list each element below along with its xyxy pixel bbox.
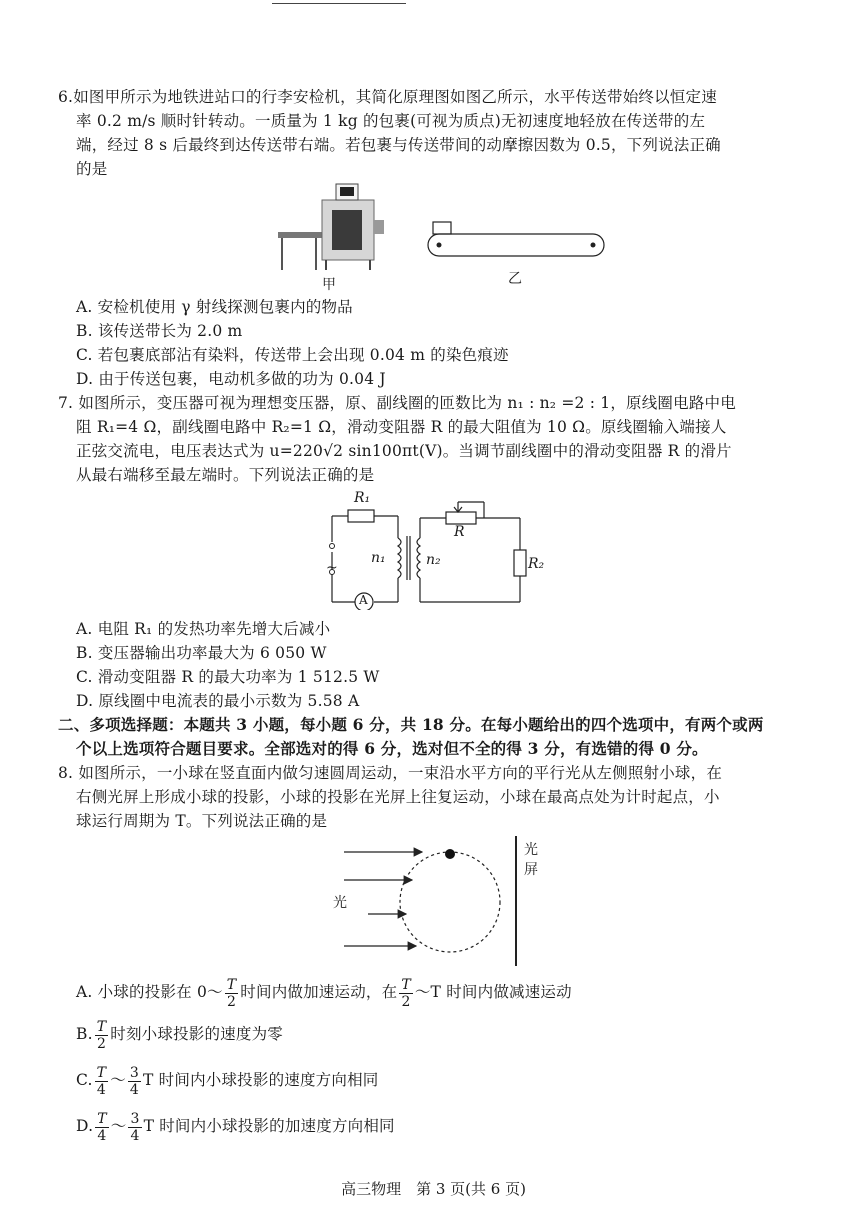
q6-line-1: 6.如图甲所示为地铁进站口的行李安检机，其简化原理图如图乙所示，水平传送带始终以恒定速 — [58, 88, 717, 106]
q7-option-d: D. 原线圈中电流表的最小示数为 5.58 A — [76, 692, 360, 710]
label-ac: ~ — [326, 560, 338, 576]
q8-line-2: 右侧光屏上形成小球的投影，小球的投影在光屏上往复运动，小球在最高点处为计时起点，小 — [76, 788, 720, 806]
q8-option-c-pre: C. — [76, 1071, 93, 1089]
transformer-circuit — [318, 490, 553, 610]
section-2-line-2: 个以上选项符合题目要求。全部选对的得 6 分，选对但不全的得 3 分，有选错的得 0 分。 — [76, 739, 708, 758]
label-r: R — [454, 524, 465, 540]
q8-option-b-pre: B. — [76, 1025, 93, 1043]
q8-option-b — [76, 1016, 283, 1052]
q6-line-3: 端，经过 8 s 后最终到达传送带右端。若包裹与传送带间的动摩擦因数为 0.5，下列说法正确 — [76, 136, 721, 154]
q8-option-d-post: T 时间内小球投影的加速度方向相同 — [143, 1117, 395, 1135]
label-r1: R₁ — [354, 490, 371, 506]
ball — [445, 849, 455, 859]
q6-line-2: 率 0.2 m/s 顺时针转动。一质量为 1 kg 的包裹(可视为质点)无初速度地轻放在传送带的左 — [76, 112, 706, 130]
q6-option-d: D. 由于传送包裹，电动机多做的功为 0.04 J — [76, 370, 386, 388]
q8-option-a-post: ～T 时间内做减速运动 — [414, 983, 572, 1001]
q8-option-c — [76, 1062, 378, 1098]
resistor-r1 — [348, 510, 374, 522]
label-n1: n₁ — [371, 550, 386, 566]
q7-line-1: 7. 如图所示，变压器可视为理想变压器，原、副线圈的匝数比为 n₁ : n₂ =2 : 1，原线圈电路中电 — [58, 394, 736, 412]
rheostat-r — [446, 512, 476, 524]
label-n2: n₂ — [426, 552, 441, 568]
q6-option-c: C. 若包裹底部沾有染料，传送带上会出现 0.04 m 的染色痕迹 — [76, 346, 509, 364]
q6-option-b: B. 该传送带长为 2.0 m — [76, 322, 243, 340]
fraction-t-over-2: $\frac{T}{2}$ — [401, 976, 411, 1010]
circular-path — [400, 852, 500, 952]
q8-option-b-post: 时刻小球投影的速度为零 — [110, 1025, 283, 1043]
fig-label-jia: 甲 — [322, 277, 336, 293]
q6-option-a: A. 安检机使用 γ 射线探测包裹内的物品 — [76, 298, 353, 316]
fraction-t-over-2: $\frac{T}{2}$ — [96, 1018, 107, 1052]
q7-option-a: A. 电阻 R₁ 的发热功率先增大后减小 — [76, 620, 331, 638]
fraction-3-over-4: $\frac{3}{4}$ — [129, 1064, 139, 1098]
label-screen: 光 屏 — [524, 842, 538, 878]
q8-option-c-mid: ～ — [110, 1071, 126, 1089]
q7-line-3: 正弦交流电，电压表达式为 u=220√2 sin100πt(V)。当调节副线圈中的滑动变阻器 R 的滑片 — [76, 442, 732, 460]
q8-option-d-pre: D. — [76, 1117, 94, 1135]
q8-option-a — [76, 974, 572, 1010]
section-2-line-1: 二、多项选择题：本题共 3 小题，每小题 6 分，共 18 分。在每小题给出的四个选项中，有两个或两 — [58, 715, 764, 734]
q7-option-b: B. 变压器输出功率最大为 6 050 W — [76, 644, 327, 662]
fraction-t-over-4: $\frac{T}{4}$ — [96, 1064, 107, 1098]
q8-option-c-post: T 时间内小球投影的速度方向相同 — [143, 1071, 379, 1089]
resistor-r2 — [514, 550, 526, 576]
q7-line-2: 阻 R₁=4 Ω，副线圈电路中 R₂=1 Ω，滑动变阻器 R 的最大阻值为 10 Ω。原线圈输入端接人 — [76, 418, 727, 436]
fraction-t-over-2: $\frac{T}{2}$ — [226, 976, 237, 1010]
q8-option-a-mid: 时间内做加速运动，在 — [240, 983, 398, 1001]
fig-label-yi: 乙 — [508, 271, 522, 287]
q7-line-4: 从最右端移至最左端时。下列说法正确的是 — [76, 466, 375, 484]
q6-line-4: 的是 — [76, 160, 108, 178]
q8-line-1: 8. 如图所示，一小球在竖直面内做匀速圆周运动，一束沿水平方向的平行光从左侧照射小球，在 — [58, 764, 723, 782]
page-footer: 高三物理 第 3 页(共 6 页) — [341, 1180, 526, 1198]
conveyor-belt-figure — [425, 218, 610, 262]
label-r2: R₂ — [528, 556, 545, 572]
security-scanner-figure — [276, 180, 386, 274]
q8-line-3: 球运行周期为 T。下列说法正确的是 — [76, 812, 328, 830]
top-rule — [272, 3, 406, 4]
label-light: 光 — [333, 895, 347, 911]
fraction-t-over-4: $\frac{T}{4}$ — [97, 1110, 107, 1144]
label-ammeter: A — [359, 593, 368, 607]
fraction-3-over-4: $\frac{3}{4}$ — [130, 1110, 140, 1144]
q8-option-a-pre: A. 小球的投影在 0～ — [76, 983, 223, 1001]
q7-option-c: C. 滑动变阻器 R 的最大功率为 1 512.5 W — [76, 668, 380, 686]
q8-option-d — [76, 1108, 395, 1144]
circular-motion-figure — [340, 830, 540, 970]
q8-option-d-mid: ～ — [110, 1117, 127, 1135]
